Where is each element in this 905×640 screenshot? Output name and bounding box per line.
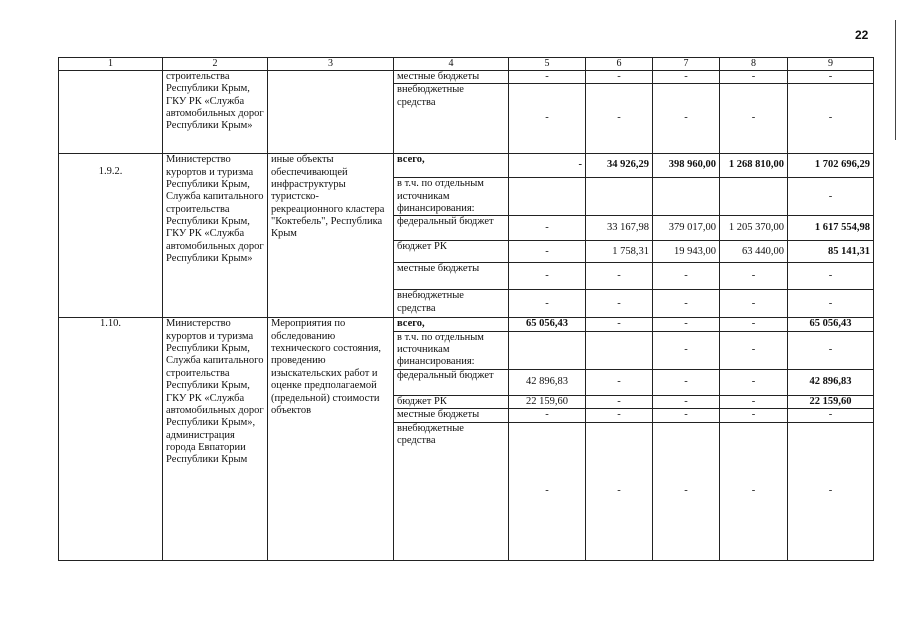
value-cell: - [720,318,788,331]
value-cell: 22 159,60 [788,395,874,408]
value-cell: 1 758,31 [586,241,653,263]
col-header: 4 [394,58,509,71]
col-header: 9 [788,58,874,71]
value-cell: - [586,318,653,331]
value-cell: - [653,369,720,395]
value-cell: - [720,409,788,422]
value-cell: - [720,369,788,395]
value-cell: - [586,290,653,318]
header-row [59,58,874,71]
executor-cell: Министерство курортов и туризма Республики Крым, Служба капитального строительства Республики Крым, ГКУ РК «Служба автомобильных дорог Республики Крым», администрация города Евпатории Республики Крым [163,318,268,560]
value-cell: - [509,263,586,290]
source-cell: в т.ч. по отдельным источникам финансирования: [394,331,509,369]
table-row [59,318,874,331]
value-cell [509,178,586,216]
value-cell: - [586,263,653,290]
value-cell: - [788,290,874,318]
value-cell: - [788,70,874,83]
source-cell: внебюджетные средства [394,84,509,154]
value-cell: - [720,70,788,83]
value-cell: 65 056,43 [788,318,874,331]
value-cell: - [788,178,874,216]
source-cell: федеральный бюджет [394,216,509,241]
value-cell [586,178,653,216]
value-cell: 1 702 696,29 [788,154,874,178]
scan-edge-line [895,20,896,140]
value-cell: - [653,331,720,369]
value-cell: 85 141,31 [788,241,874,263]
value-cell [720,178,788,216]
executor-cell: Министерство курортов и туризма Республики Крым, Служба капитального строительства Республики Крым, ГКУ РК «Служба автомобильных дорог Республики Крым» [163,154,268,318]
value-cell: - [509,154,586,178]
value-cell: - [720,395,788,408]
value-cell: - [788,331,874,369]
source-cell: бюджет РК [394,241,509,263]
page-number: 22 [855,28,869,42]
value-cell: 398 960,00 [653,154,720,178]
value-cell: - [788,84,874,154]
col-header: 6 [586,58,653,71]
value-cell: 1 617 554,98 [788,216,874,241]
value-cell [509,331,586,369]
value-cell: - [586,409,653,422]
value-cell: - [509,70,586,83]
source-cell: федеральный бюджет [394,369,509,395]
value-cell: - [586,84,653,154]
value-cell: - [509,290,586,318]
row-code [59,70,163,153]
value-cell: - [653,409,720,422]
value-cell: - [720,422,788,560]
value-cell: 19 943,00 [653,241,720,263]
value-cell: - [586,422,653,560]
value-cell: - [653,70,720,83]
value-cell: - [509,422,586,560]
value-cell: 1 268 810,00 [720,154,788,178]
source-cell: всего, [394,154,509,178]
table-row [59,154,874,178]
value-cell: 42 896,83 [509,369,586,395]
col-header: 7 [653,58,720,71]
value-cell: 42 896,83 [788,369,874,395]
value-cell: 22 159,60 [509,395,586,408]
value-cell: 65 056,43 [509,318,586,331]
col-header: 1 [59,58,163,71]
object-cell: иные объекты обеспечивающей инфраструктуры туристско-рекреационного кластера "Коктебель", Республика Крым [268,154,394,318]
value-cell: - [509,409,586,422]
value-cell: 33 167,98 [586,216,653,241]
value-cell: - [509,241,586,263]
value-cell: - [720,263,788,290]
source-cell: в т.ч. по отдельным источникам финансирования: [394,178,509,216]
value-cell: - [509,216,586,241]
value-cell [653,178,720,216]
source-cell: местные бюджеты [394,263,509,290]
value-cell: 63 440,00 [720,241,788,263]
value-cell: - [720,331,788,369]
source-cell: местные бюджеты [394,70,509,83]
value-cell: - [653,290,720,318]
budget-table [58,57,874,561]
object-cell [268,70,394,153]
value-cell: 34 926,29 [586,154,653,178]
value-cell: - [586,369,653,395]
col-header: 8 [720,58,788,71]
row-code: 1.10. [59,318,163,560]
value-cell: - [509,84,586,154]
col-header: 5 [509,58,586,71]
value-cell [586,331,653,369]
value-cell: - [586,70,653,83]
value-cell: - [653,422,720,560]
object-cell: Мероприятия по обследованию технического состояния, проведению изыскательских работ и оценке предполагаемой (предельной) стоимости объектов [268,318,394,560]
value-cell: - [720,290,788,318]
value-cell: 379 017,00 [653,216,720,241]
value-cell: - [720,84,788,154]
source-cell: внебюджетные средства [394,290,509,318]
value-cell: - [653,84,720,154]
source-cell: бюджет РК [394,395,509,408]
source-cell: местные бюджеты [394,409,509,422]
value-cell: 1 205 370,00 [720,216,788,241]
value-cell: - [653,318,720,331]
value-cell: - [788,409,874,422]
col-header: 3 [268,58,394,71]
row-code: 1.9.2. [59,154,163,318]
source-cell: всего, [394,318,509,331]
source-cell: внебюджетные средства [394,422,509,560]
value-cell: - [653,395,720,408]
col-header: 2 [163,58,268,71]
value-cell: - [788,422,874,560]
value-cell: - [586,395,653,408]
value-cell: - [788,263,874,290]
table-row [59,70,874,83]
value-cell: - [653,263,720,290]
executor-cell: строительства Республики Крым, ГКУ РК «Служба автомобильных дорог Республики Крым» [163,70,268,153]
